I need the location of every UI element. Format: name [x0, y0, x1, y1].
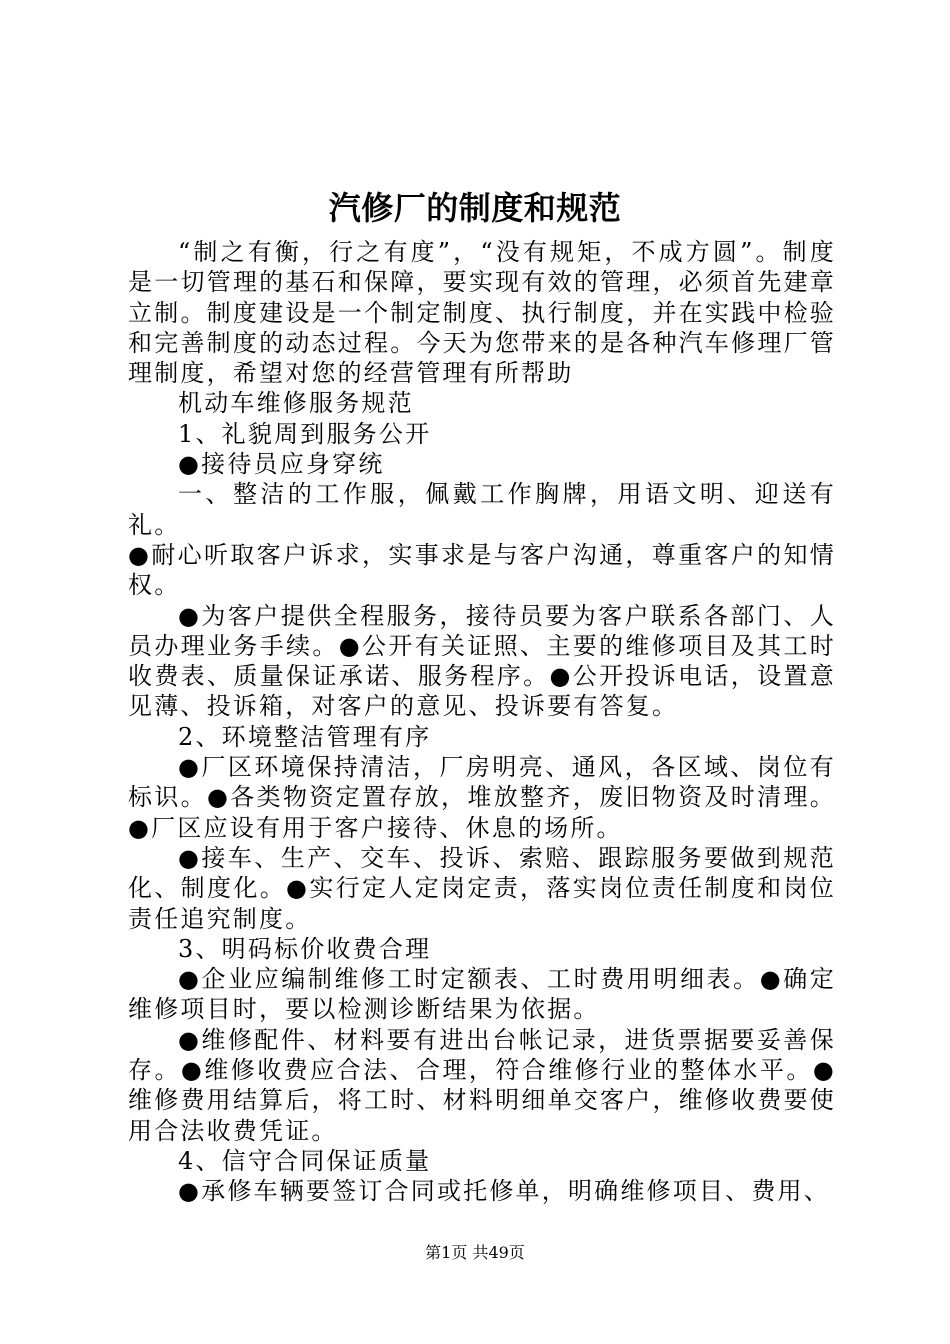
page-footer: 第1页 共49页 [425, 1243, 525, 1262]
paragraph: ●企业应编制维修工时定额表、工时费用明细表。●确定维修项目时，要以检测诊断结果为依据。 [128, 965, 836, 1024]
section-heading-4: 4、信守合同保证质量 [178, 1146, 432, 1175]
section-heading-2: 2、环境整洁管理有序 [178, 722, 432, 751]
section-heading-1: 1、礼貌周到服务公开 [178, 419, 432, 448]
paragraph: ●承修车辆要签订合同或托修单，明确维修项目、费用、 [178, 1177, 830, 1206]
paragraph-intro: “制之有衡，行之有度”，“没有规矩，不成方圆”。制度是一切管理的基石和保障，要实现有效的管理，必须首先建章立制。制度建设是一个制定制度、执行制度，并在实践中检验和完善制度的动态过程。今天为您带来的是各种汽车修理厂管理制度，希望对您的经营管理有所帮助 [128, 238, 836, 388]
paragraph: ●为客户提供全程服务，接待员要为客户联系各部门、人员办理业务手续。●公开有关证照、主要的维修项目及其工时收费表、质量保证承诺、服务程序。●公开投诉电话，设置意见薄、投诉箱，对客户的意见、投诉要有答复。 [128, 601, 836, 721]
section-heading-service-standard: 机动车维修服务规范 [178, 389, 414, 418]
paragraph: ●厂区环境保持清洁，厂房明亮、通风，各区域、岗位有标识。●各类物资定置存放，堆放整齐，废旧物资及时清理。●厂区应设有用于客户接待、休息的场所。 [128, 753, 836, 842]
paragraph: ●耐心听取客户诉求，实事求是与客户沟通，尊重客户的知情权。 [128, 540, 836, 600]
paragraph: ●接车、生产、交车、投诉、索赔、跟踪服务要做到规范化、制度化。●实行定人定岗定责，落实岗位责任制度和岗位责任追究制度。 [128, 843, 836, 933]
paragraph: ●维修配件、材料要有进出台帐记录，进货票据要妥善保存。●维修收费应合法、合理，符合维修行业的整体水平。●维修费用结算后，将工时、材料明细单交客户，维修收费要使用合法收费凭证。 [128, 1025, 836, 1145]
document-body [128, 237, 836, 1207]
paragraph: 一、整洁的工作服，佩戴工作胸牌，用语文明、迎送有礼。 [128, 480, 836, 539]
document-title: 汽修厂的制度和规范 [328, 189, 622, 227]
paragraph: ●接待员应身穿统 [178, 450, 385, 479]
section-heading-3: 3、明码标价收费合理 [178, 934, 432, 963]
